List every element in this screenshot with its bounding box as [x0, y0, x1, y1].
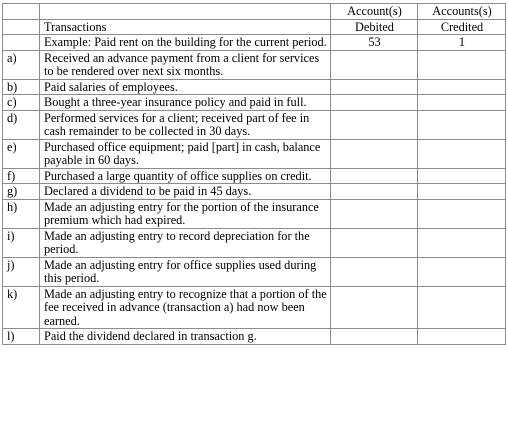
transaction-description: Paid salaries of employees.	[40, 79, 331, 95]
transaction-description: Made an adjusting entry to recognize that a portion of the fee received in advance (transaction a) had now been earned.	[40, 286, 331, 329]
debited-input-cell[interactable]	[331, 228, 418, 257]
header-debited: Debited	[331, 19, 418, 35]
table-row	[3, 50, 506, 79]
header-letter-cell	[3, 19, 40, 35]
transaction-letter: d)	[3, 110, 40, 139]
header-transactions: Transactions	[40, 19, 331, 35]
credited-input-cell[interactable]	[418, 286, 506, 329]
header-desc-cell	[40, 4, 331, 20]
transaction-letter: k)	[3, 286, 40, 329]
header-row-1	[3, 4, 506, 20]
table-row	[3, 184, 506, 200]
debited-input-cell[interactable]	[331, 50, 418, 79]
transaction-description: Made an adjusting entry to record depreciation for the period.	[40, 228, 331, 257]
transaction-letter: a)	[3, 50, 40, 79]
transaction-description: Performed services for a client; received part of fee in cash remainder to be collected in 30 days.	[40, 110, 331, 139]
transaction-letter: g)	[3, 184, 40, 200]
example-debited: 53	[331, 35, 418, 51]
table-row	[3, 286, 506, 329]
transaction-letter: f)	[3, 168, 40, 184]
transaction-letter: e)	[3, 139, 40, 168]
credited-input-cell[interactable]	[418, 329, 506, 345]
transaction-description: Paid the dividend declared in transaction g.	[40, 329, 331, 345]
transaction-letter: j)	[3, 257, 40, 286]
transaction-description: Declared a dividend to be paid in 45 days.	[40, 184, 331, 200]
header-letter-cell	[3, 4, 40, 20]
table-row	[3, 139, 506, 168]
debited-input-cell[interactable]	[331, 95, 418, 111]
debited-input-cell[interactable]	[331, 329, 418, 345]
table-row	[3, 329, 506, 345]
debited-input-cell[interactable]	[331, 168, 418, 184]
debited-input-cell[interactable]	[331, 257, 418, 286]
transaction-letter: c)	[3, 95, 40, 111]
header-credited: Credited	[418, 19, 506, 35]
debited-input-cell[interactable]	[331, 286, 418, 329]
debited-input-cell[interactable]	[331, 139, 418, 168]
transaction-letter: l)	[3, 329, 40, 345]
transaction-letter: b)	[3, 79, 40, 95]
table-row	[3, 95, 506, 111]
example-credited: 1	[418, 35, 506, 51]
transaction-description: Purchased a large quantity of office supplies on credit.	[40, 168, 331, 184]
table-row	[3, 168, 506, 184]
example-row	[3, 35, 506, 51]
header-debited-account: Account(s)	[331, 4, 418, 20]
example-text: Example: Paid rent on the building for the current period.	[40, 35, 331, 51]
debited-input-cell[interactable]	[331, 199, 418, 228]
transaction-letter: i)	[3, 228, 40, 257]
transaction-description: Received an advance payment from a client for services to be rendered over next six months.	[40, 50, 331, 79]
transaction-description: Purchased office equipment; paid [part] in cash, balance payable in 60 days.	[40, 139, 331, 168]
credited-input-cell[interactable]	[418, 199, 506, 228]
credited-input-cell[interactable]	[418, 184, 506, 200]
credited-input-cell[interactable]	[418, 79, 506, 95]
credited-input-cell[interactable]	[418, 95, 506, 111]
credited-input-cell[interactable]	[418, 110, 506, 139]
table-row	[3, 79, 506, 95]
table-row	[3, 228, 506, 257]
credited-input-cell[interactable]	[418, 139, 506, 168]
transaction-letter: h)	[3, 199, 40, 228]
credited-input-cell[interactable]	[418, 168, 506, 184]
header-row-2	[3, 19, 506, 35]
header-credited-account: Accounts(s)	[418, 4, 506, 20]
table-row	[3, 110, 506, 139]
credited-input-cell[interactable]	[418, 257, 506, 286]
credited-input-cell[interactable]	[418, 50, 506, 79]
transaction-description: Made an adjusting entry for the portion of the insurance premium which had expired.	[40, 199, 331, 228]
transaction-description: Bought a three-year insurance policy and paid in full.	[40, 95, 331, 111]
table-row	[3, 257, 506, 286]
credited-input-cell[interactable]	[418, 228, 506, 257]
example-letter-cell	[3, 35, 40, 51]
debited-input-cell[interactable]	[331, 184, 418, 200]
transaction-description: Made an adjusting entry for office supplies used during this period.	[40, 257, 331, 286]
debited-input-cell[interactable]	[331, 79, 418, 95]
table-row	[3, 199, 506, 228]
debited-input-cell[interactable]	[331, 110, 418, 139]
transactions-table	[2, 3, 506, 345]
